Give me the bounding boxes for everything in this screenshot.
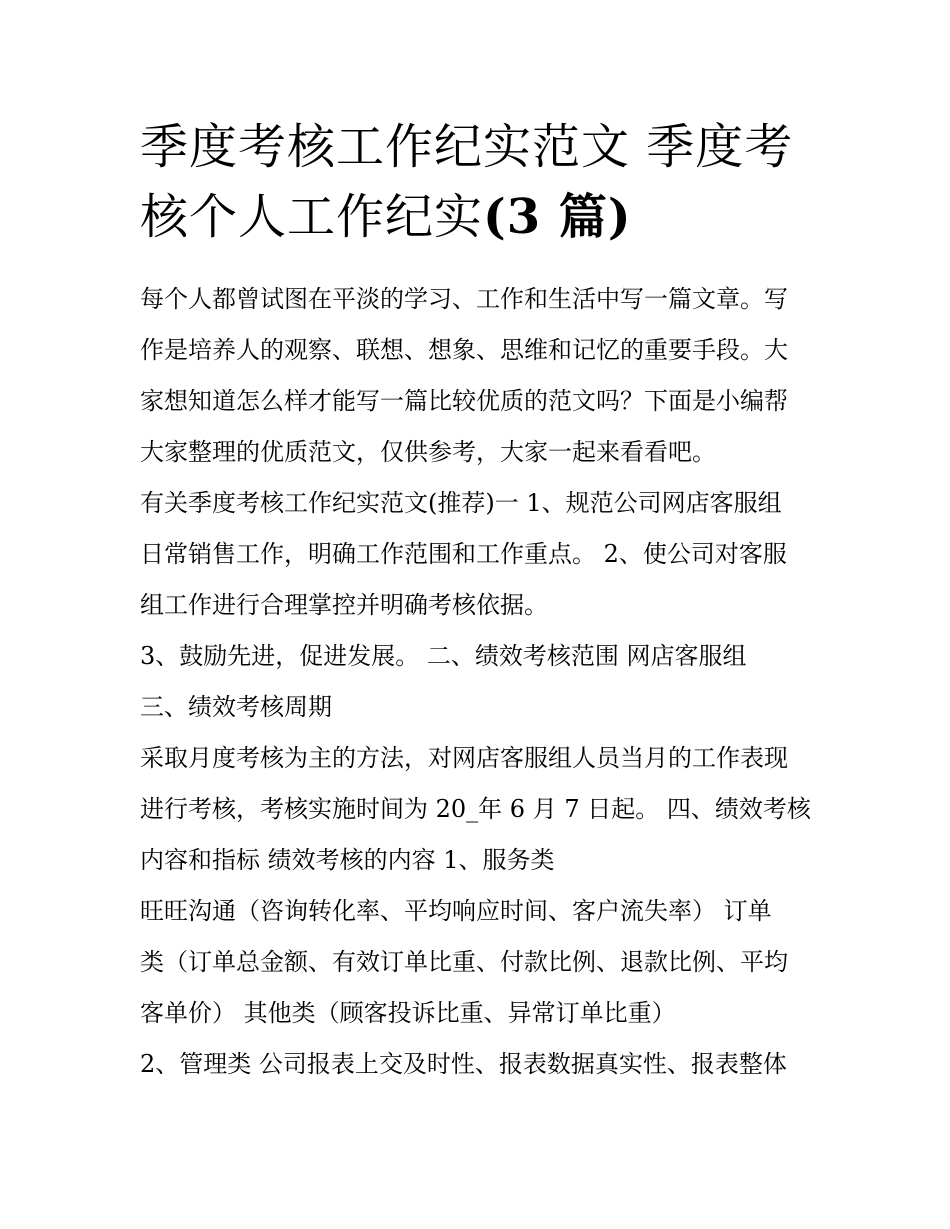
title-line-text: 核个人工作纪实	[140, 189, 484, 245]
text-line: 有关季度考核工作纪实范文(推荐)一 1、规范公司网店客服组	[140, 489, 782, 517]
text-line: 每个人都曾试图在平淡的学习、工作和生活中写一篇文章。写	[140, 285, 788, 313]
text-line: 日常销售工作，明确工作范围和工作重点。 2、使公司对客服	[140, 540, 787, 568]
text-line: 三、绩效考核周期	[140, 693, 332, 721]
text-line: 大家整理的优质范文，仅供参考，大家一起来看看吧。	[140, 438, 716, 466]
period-heading	[140, 682, 820, 733]
title-line	[140, 182, 820, 252]
section-one-paragraph	[140, 478, 820, 631]
text-line: 家想知道怎么样才能写一篇比较优质的范文吗？下面是小编帮	[140, 387, 788, 415]
text-line: 采取月度考核为主的方法，对网店客服组人员当月的工作表现	[140, 744, 788, 772]
text-line: 作是培养人的观察、联想、想象、思维和记忆的重要手段。大	[140, 336, 788, 364]
document-title	[140, 112, 820, 252]
text-line: 客单价） 其他类（顾客投诉比重、异常订单比重）	[140, 999, 676, 1027]
indicators-paragraph	[140, 886, 820, 1039]
period-paragraph	[140, 733, 820, 886]
text-line: 进行考核，考核实施时间为 20_年 6 月 7 日起。 四、绩效考核	[140, 795, 811, 823]
text-line: 旺旺沟通（咨询转化率、平均响应时间、客户流失率） 订单	[140, 897, 772, 925]
document-body	[140, 274, 820, 1090]
text-line: 内容和指标 绩效考核的内容 1、服务类	[140, 846, 555, 874]
intro-paragraph	[140, 274, 820, 478]
title-line-suffix: (3 篇)	[483, 189, 632, 245]
text-line: 组工作进行合理掌控并明确考核依据。	[140, 591, 548, 619]
text-line: 类（订单总金额、有效订单比重、付款比例、退款比例、平均	[140, 948, 788, 976]
scope-paragraph	[140, 631, 820, 682]
title-line: 季度考核工作纪实范文 季度考	[140, 119, 794, 175]
text-line: 3、鼓励先进，促进发展。 二、绩效考核范围 网店客服组	[140, 642, 747, 670]
text-line: 2、管理类 公司报表上交及时性、报表数据真实性、报表整体	[140, 1050, 787, 1078]
management-paragraph	[140, 1039, 820, 1090]
